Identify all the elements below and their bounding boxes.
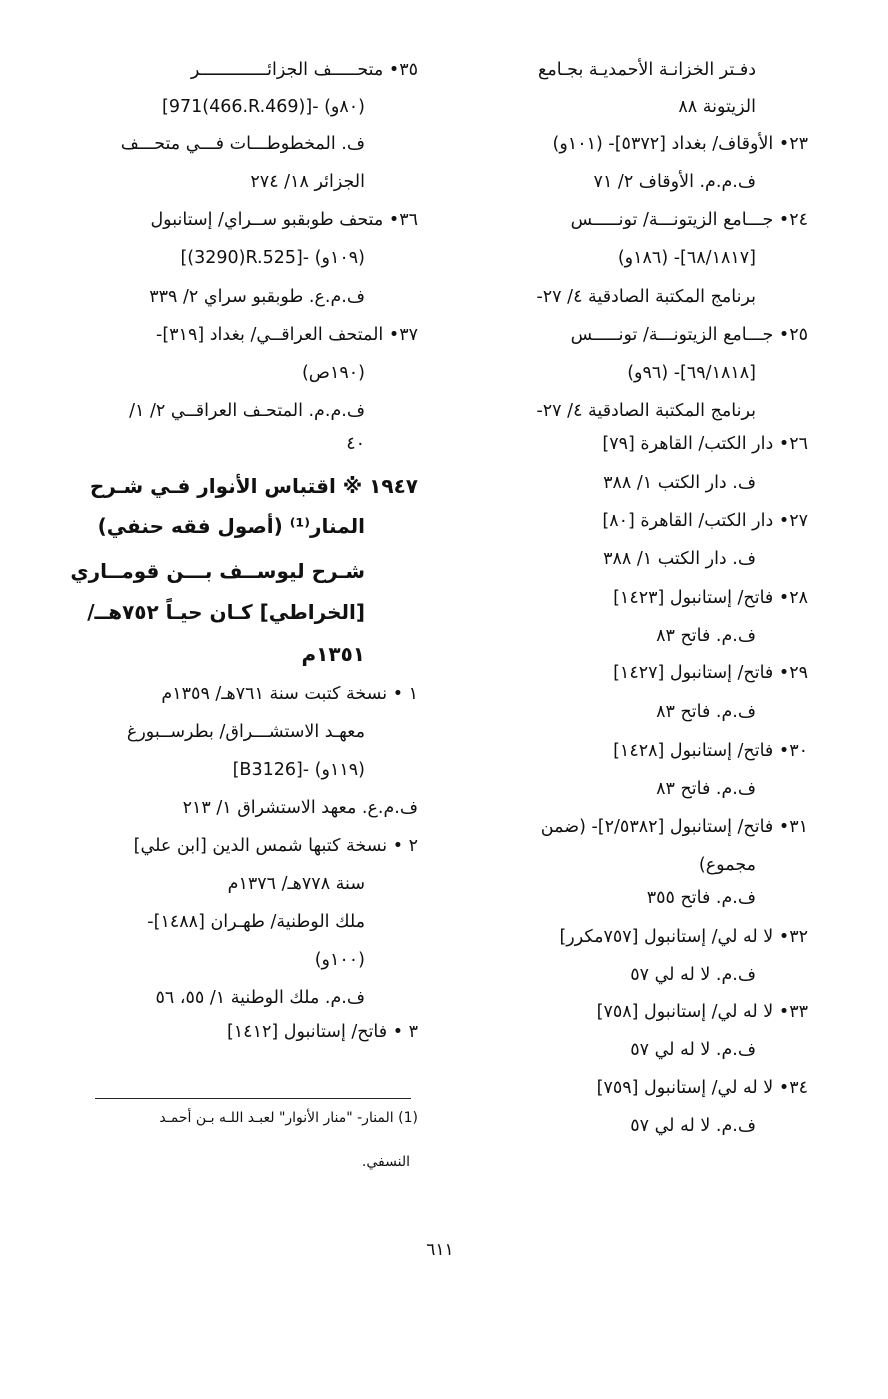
entry-line: ٣٠• فاتح/ إستانبول [١٤٢٨] [613, 741, 808, 761]
entry-line: ٣٣• لا له لي/ إستانبول [٧٥٨] [596, 1002, 808, 1022]
entry-line: ف.م. لا له لي ٥٧ [630, 1040, 756, 1060]
entry-line: دفـتر الخزانـة الأحمديـة بجـامع [538, 60, 756, 80]
entry-title: المنار⁽¹⁾ (أصول فقه حنفي) [97, 514, 365, 538]
entry-line: ٣٥• متحـــــف الجزائـــــــــــــر [190, 60, 418, 80]
entry-line: ف.م. ملك الوطنية ١/ ٥٥، ٥٦ [155, 988, 365, 1008]
entry-line: مجموع) [698, 855, 756, 875]
entry-line: [B3126]- (١١٩و) [232, 760, 365, 780]
entry-line: ٢٦• دار الكتب/ القاهرة [٧٩] [602, 434, 808, 454]
entry-title: شـرح ليوســف بـــن قومــاري [70, 559, 365, 583]
entry-line: ٢٩• فاتح/ إستانبول [١٤٢٧] [613, 663, 808, 683]
entry-line: [٦٩/١٨١٨]- (٩٦و) [627, 363, 756, 383]
entry-line: ف.م.م. الأوقاف ٢/ ٧١ [593, 172, 756, 192]
entry-line: ٣ • فاتح/ إستانبول [١٤١٢] [226, 1022, 418, 1042]
entry-line: ٢٨• فاتح/ إستانبول [١٤٢٣] [613, 588, 808, 608]
entry-line: برنامج المكتبة الصادقية ٤/ ٢٧- [536, 287, 756, 307]
entry-line: ف.م. فاتح ٣٥٥ [646, 888, 756, 908]
entry-line: ف.م.ع. طوبقبو سراي ٢/ ٣٣٩ [149, 287, 365, 307]
entry-line: معهـد الاستشـــراق/ بطرســبورغ [126, 722, 365, 742]
entry-line: ف.م. فاتح ٨٣ [656, 779, 756, 799]
entry-title: ١٣٥١م [301, 642, 365, 666]
entry-line: الجزائر ١٨/ ٢٧٤ [250, 172, 365, 192]
entry-line: ف.م. فاتح ٨٣ [656, 626, 756, 646]
entry-line: ٣٦• متحف طوبقبو ســراي/ إستانبول [150, 210, 418, 230]
entry-line: [٦٨/١٨١٧]- (١٨٦و) [617, 248, 756, 268]
entry-line: ٢٤• جـــامع الزيتونـــة/ تونـــــس [570, 210, 808, 230]
entry-line: ف. دار الكتب ١/ ٣٨٨ [603, 473, 756, 493]
entry-line: ف.م.م. المتحـف العراقــي ٢/ ١/ [129, 401, 365, 421]
entry-line: [(3290)R.525]- (١٠٩و) [180, 248, 365, 268]
entry-line: (١٠٠و) [314, 950, 365, 970]
entry-line: ٢ • نسخة كتبها شمس الدين [ابن علي] [133, 836, 418, 856]
entry-line: ٤٠ [346, 434, 365, 454]
footnote-line: النسفي. [361, 1154, 410, 1170]
entry-line: سنة ٧٧٨هـ/ ١٣٧٦م [227, 874, 365, 894]
entry-line: ٢٥• جـــامع الزيتونـــة/ تونـــــس [570, 325, 808, 345]
footnote-line: (1) المنار- "منار الأنوار" لعبـد اللـه بـن أحمـد [159, 1110, 418, 1126]
entry-line: ٢٧• دار الكتب/ القاهرة [٨٠] [602, 511, 808, 531]
entry-line: ف. المخطوطـــات فـــي متحـــف [120, 134, 365, 154]
entry-line: ٣٤• لا له لي/ إستانبول [٧٥٩] [596, 1078, 808, 1098]
entry-line: ملك الوطنية/ طهـران [١٤٨٨]- [147, 912, 365, 932]
entry-line: الزيتونة ٨٨ [678, 97, 756, 117]
entry-line: برنامج المكتبة الصادقية ٤/ ٢٧- [536, 401, 756, 421]
entry-line: ف.م. لا له لي ٥٧ [630, 1116, 756, 1136]
entry-title: [الخراطي] كـان حيـاً ٧٥٢هــ/ [87, 600, 365, 624]
entry-line: ف.م. فاتح ٨٣ [656, 702, 756, 722]
entry-line: ١ • نسخة كتبت سنة ٧٦١هـ/ ١٣٥٩م [161, 684, 418, 704]
entry-line: ف.م.ع. معهد الاستشراق ١/ ٢١٣ [182, 798, 418, 818]
entry-title: ١٩٤٧ ※ اقتباس الأنوار فـي شـرح [89, 474, 418, 498]
entry-line: ٣٢• لا له لي/ إستانبول [٧٥٧مكرر] [559, 927, 808, 947]
entry-line: ٣٧• المتحف العراقــي/ بغداد [٣١٩]- [156, 325, 418, 345]
entry-line: ف. دار الكتب ١/ ٣٨٨ [603, 549, 756, 569]
entry-line: ف.م. لا له لي ٥٧ [630, 965, 756, 985]
entry-line: ٢٣• الأوقاف/ بغداد [٥٣٧٢]- (١٠١و) [552, 134, 808, 154]
footnote-divider [95, 1098, 411, 1099]
page-number: ٦١١ [426, 1240, 454, 1260]
entry-line: [971(466.R.469)]- (٨٠و) [162, 97, 365, 117]
entry-line: (١٩٠ص) [301, 363, 365, 383]
entry-line: ٣١• فاتح/ إستانبول [٢/٥٣٨٢]- (ضمن [540, 817, 808, 837]
